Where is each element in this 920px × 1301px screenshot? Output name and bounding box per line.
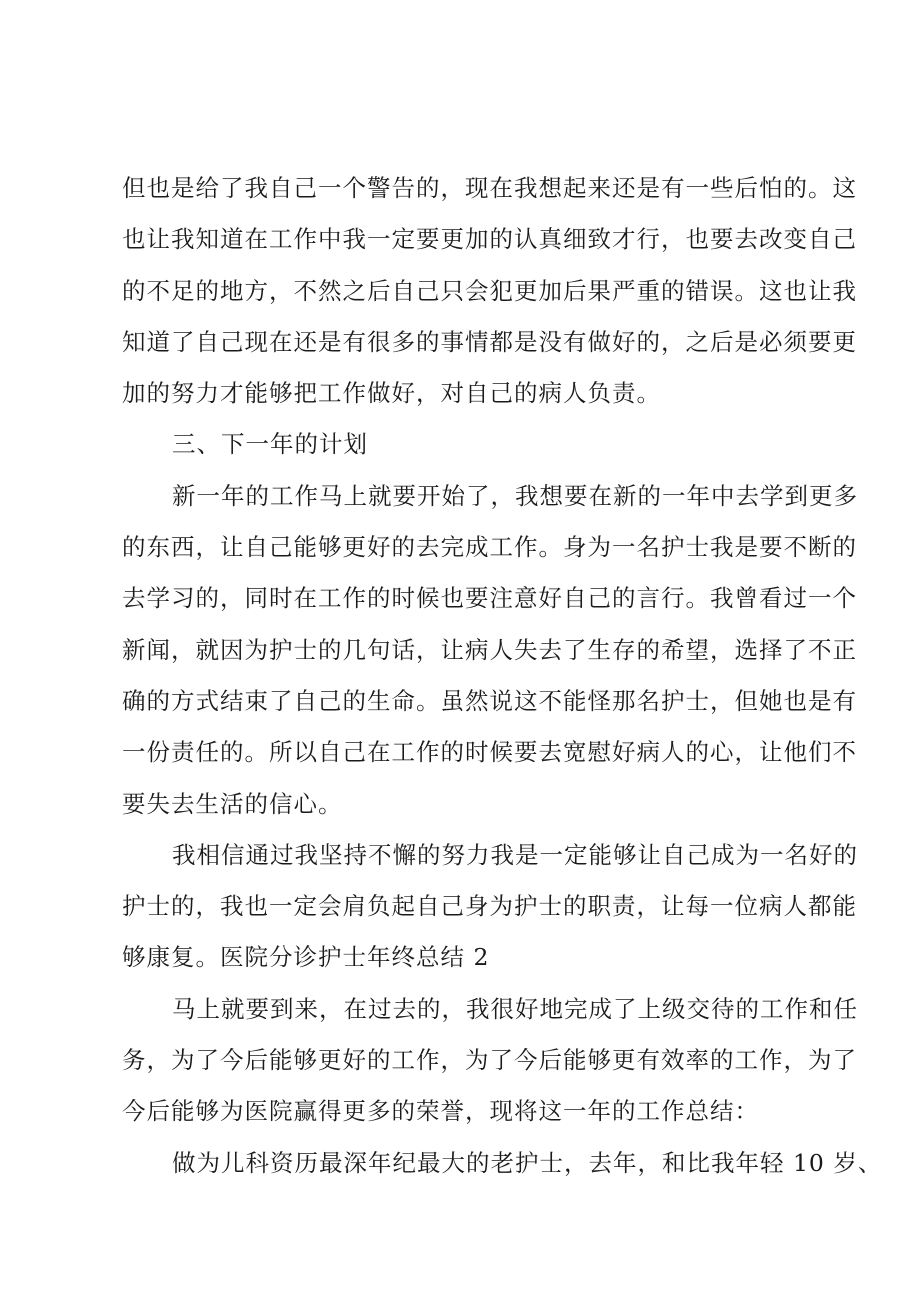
text-line: 今后能够为医院赢得更多的荣誉，现将这一年的工作总结：: [122, 1097, 759, 1126]
text-line: 新一年的工作马上就要开始了，我想要在新的一年中去学到更多: [172, 481, 858, 510]
text-line: 马上就要到来，在过去的，我很好地完成了上级交待的工作和任: [172, 994, 858, 1023]
text-line: 新闻，就因为护士的几句话，让病人失去了生存的希望，选择了不正: [122, 635, 857, 664]
text-line: 要失去生活的信心。: [122, 789, 343, 818]
text-line: 做为儿科资历最深年纪最大的老护士，去年，和比我年轻 10 岁、: [172, 1148, 883, 1177]
text-line: 知道了自己现在还是有很多的事情都是没有做好的，之后是必须要更: [122, 327, 857, 356]
text-line: 护士的，我也一定会肩负起自己身为护士的职责，让每一位病人都能: [122, 892, 857, 921]
text-line: 我相信通过我坚持不懈的努力我是一定能够让自己成为一名好的: [172, 840, 858, 869]
text-line: 加的努力才能够把工作做好，对自己的病人负责。: [122, 379, 661, 408]
document-body: [122, 163, 883, 1189]
text-line: 务，为了今后能够更好的工作，为了今后能够更有效率的工作，为了: [122, 1046, 857, 1075]
text-line: 也让我知道在工作中我一定要更加的认真细致才行，也要去改变自己: [122, 225, 857, 254]
section-heading: 三、下一年的计划: [172, 430, 368, 459]
text-line: 确的方式结束了自己的生命。虽然说这不能怪那名护士，但她也是有: [122, 686, 857, 715]
text-line: 够康复。医院分诊护士年终总结 2: [122, 943, 490, 972]
text-line: 的东西，让自己能够更好的去完成工作。身为一名护士我是要不断的: [122, 533, 857, 562]
text-line: 去学习的，同时在工作的时候也要注意好自己的言行。我曾看过一个: [122, 584, 857, 613]
text-line: 一份责任的。所以自己在工作的时候要去宽慰好病人的心，让他们不: [122, 738, 857, 767]
text-line: 但也是给了我自己一个警告的，现在我想起来还是有一些后怕的。这: [122, 174, 857, 202]
text-line: 的不足的地方，不然之后自己只会犯更加后果严重的错误。这也让我: [122, 276, 857, 305]
